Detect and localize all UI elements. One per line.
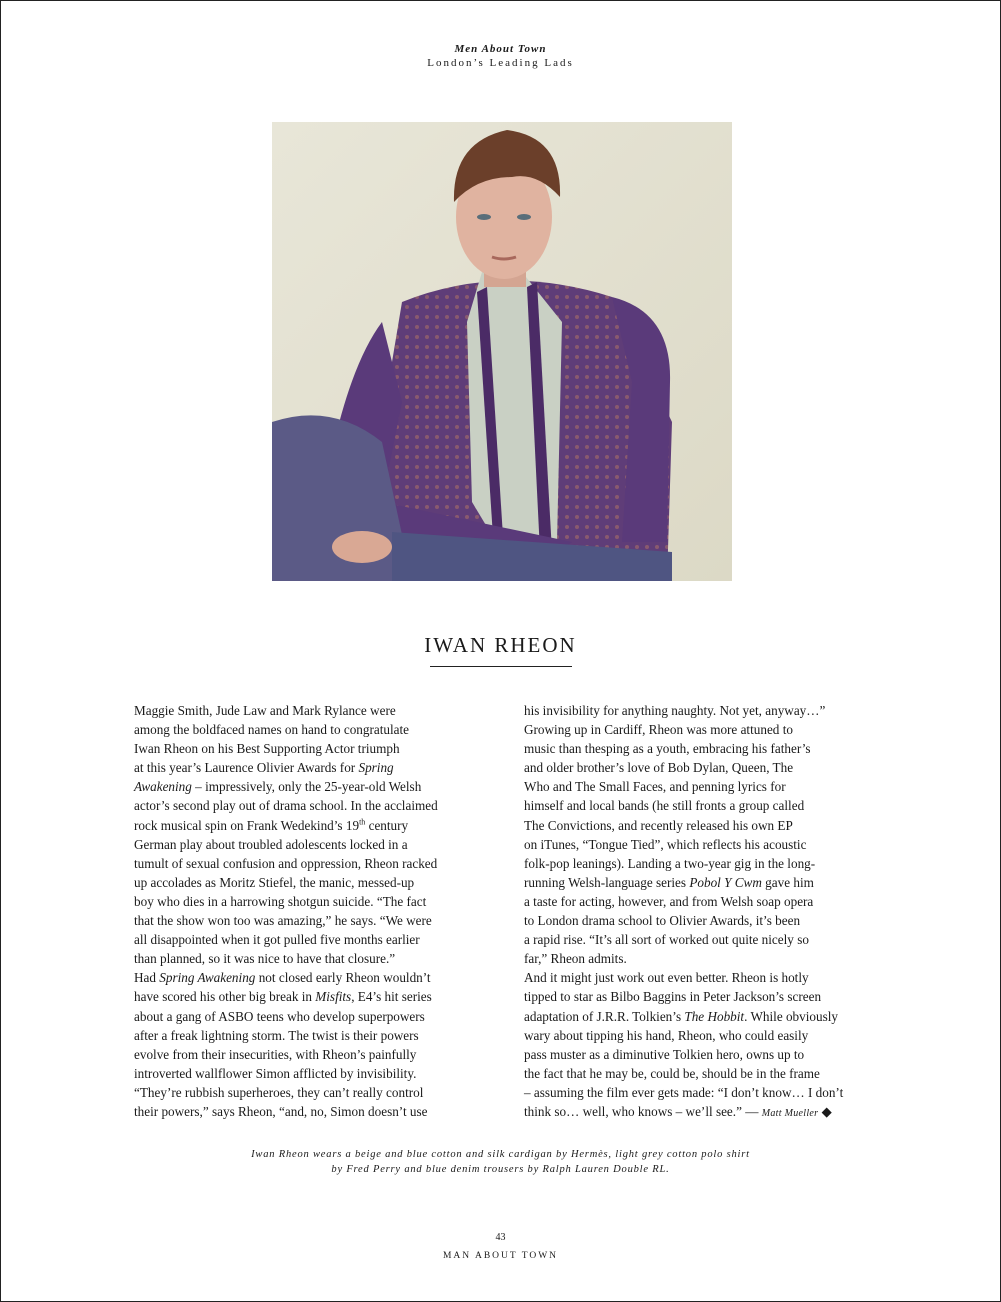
- article-line: have scored his other big break in Misfits, E4’s hit series: [134, 989, 432, 1005]
- italic-title: Spring Awakening: [159, 970, 256, 986]
- article-line: wary about tipping his hand, Rheon, who could easily: [524, 1027, 809, 1043]
- article-line: tumult of sexual confusion and oppression, Rheon racked: [134, 855, 438, 871]
- article-column-right: [524, 701, 874, 1121]
- article-column-left: [134, 701, 484, 1121]
- article-line: tipped to star as Bilbo Baggins in Peter Jackson’s screen: [524, 989, 822, 1005]
- article-line: And it might just work out even better. Rheon is hotly: [524, 970, 809, 986]
- footer-magazine-name: MAN ABOUT TOWN: [442, 1251, 559, 1261]
- article-line: his invisibility for anything naughty. Not yet, anyway…”: [524, 703, 826, 718]
- article-line: at this year’s Laurence Olivier Awards for Spring: [134, 760, 394, 776]
- article-line: a rapid rise. “It’s all sort of worked out quite nicely so: [524, 932, 809, 948]
- article-line: – assuming the film ever gets made: “I don’t know… I don’t: [524, 1084, 844, 1100]
- portrait-illustration: [272, 122, 732, 581]
- article-line: and older brother’s love of Bob Dylan, Queen, The: [524, 760, 794, 776]
- article-line: all disappointed when it got pulled five months earlier: [134, 932, 420, 948]
- article-line: among the boldfaced names on hand to congratulate: [134, 722, 410, 738]
- article-line: actor’s second play out of drama school. In the acclaimed: [134, 798, 438, 814]
- article-line: boy who dies in a harrowing shotgun suicide. “The fact: [134, 893, 427, 909]
- portrait-photo: [272, 122, 732, 581]
- italic-title: Pobol Y Cwm: [689, 874, 762, 890]
- italic-title: Misfits: [315, 989, 352, 1005]
- article-line: far,” Rheon admits.: [524, 951, 627, 967]
- article-line: Growing up in Cardiff, Rheon was more attuned to: [524, 722, 793, 738]
- article-line: “They’re rubbish superheroes, they can’t really control: [134, 1084, 424, 1100]
- article-line: folk-pop leanings). Landing a two-year gig in the long-: [524, 855, 816, 871]
- page-number: 43: [495, 1232, 506, 1243]
- article-line: adaptation of J.R.R. Tolkien’s The Hobbit. While obviously: [524, 1008, 838, 1024]
- article-line: running Welsh-language series Pobol Y Cwm gave him: [524, 874, 814, 890]
- section-subtitle: London’s Leading Lads: [427, 57, 574, 69]
- article-line: to London drama school to Olivier Awards, it’s been: [524, 913, 801, 929]
- article-line: after a freak lightning storm. The twist is their powers: [134, 1027, 419, 1043]
- article-line: a taste for acting, however, and from Welsh soap opera: [524, 893, 814, 909]
- section-title: Men About Town: [454, 43, 547, 55]
- italic-title: Awakening: [134, 779, 192, 795]
- italic-title: The Hobbit: [684, 1008, 745, 1024]
- article-line: introverted wallflower Simon afflicted by invisibility.: [134, 1065, 417, 1081]
- article-line: music than thesping as a youth, embracing his father’s: [524, 741, 811, 757]
- article-line: himself and local bands (he still fronts a group called: [524, 798, 805, 814]
- caption-line-1: Iwan Rheon wears a beige and blue cotton and silk cardigan by Hermès, light grey cotton polo shirt: [251, 1149, 750, 1160]
- article-line: up accolades as Moritz Stiefel, the manic, messed-up: [134, 874, 415, 890]
- article-line: Maggie Smith, Jude Law and Mark Rylance were: [134, 703, 396, 718]
- article-line: Awakening – impressively, only the 25-year-old Welsh: [134, 779, 422, 795]
- article-line: about a gang of ASBO teens who develop superpowers: [134, 1008, 425, 1024]
- article-line: that the show won too was amazing,” he says. “We were: [134, 913, 432, 929]
- article-line: their powers,” says Rheon, “and, no, Simon doesn’t use: [134, 1103, 428, 1119]
- superscript: th: [359, 817, 366, 827]
- article-line: Who and The Small Faces, and penning lyrics for: [524, 779, 786, 795]
- article-title: IWAN RHEON: [424, 633, 577, 657]
- article-line: the fact that he may be, could be, should be in the frame: [524, 1065, 820, 1081]
- title-underline: [430, 666, 572, 667]
- article-line: rock musical spin on Frank Wedekind’s 19th century: [134, 817, 409, 833]
- photo-caption: [1, 1147, 1000, 1177]
- article-line: pass muster as a diminutive Tolkien hero, owns up to: [524, 1046, 805, 1062]
- article-line: The Convictions, and recently released his own EP: [524, 817, 793, 833]
- article-line: Had Spring Awakening not closed early Rheon wouldn’t: [134, 970, 431, 986]
- article-line: evolve from their insecurities, with Rheon’s painfully: [134, 1046, 417, 1062]
- article-line: German play about troubled adolescents locked in a: [134, 836, 408, 852]
- article-line: think so… well, who knows – we’ll see.” — Matt Mueller ◆: [524, 1103, 832, 1119]
- italic-title: Spring: [358, 760, 394, 776]
- page-header: [1, 42, 1000, 70]
- article-line: on iTunes, “Tongue Tied”, which reflects his acoustic: [524, 836, 807, 852]
- article-line: than planned, so it was nice to have that closure.”: [134, 951, 396, 967]
- author-byline: Matt Mueller: [761, 1107, 819, 1119]
- article-line: Iwan Rheon on his Best Supporting Actor triumph: [134, 741, 400, 757]
- caption-line-2: by Fred Perry and blue denim trousers by Ralph Lauren Double RL.: [331, 1164, 670, 1175]
